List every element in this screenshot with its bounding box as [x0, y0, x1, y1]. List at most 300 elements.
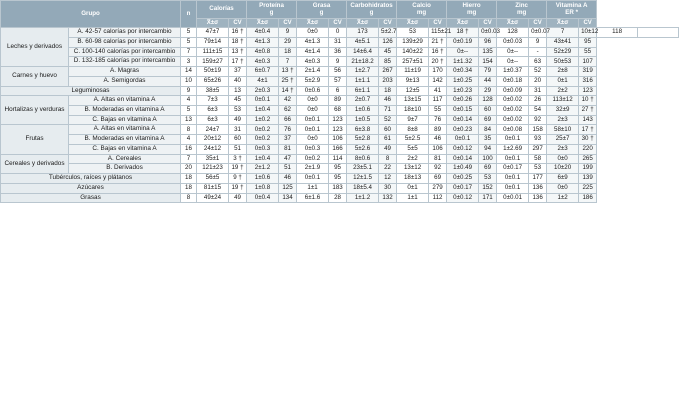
cell-cv: 60: [479, 106, 497, 116]
cell-cv: 3 †: [229, 154, 247, 164]
cell-mean-sd: 6±3.8: [347, 125, 379, 135]
cell-mean-sd: 0±0.08: [497, 125, 529, 135]
table-body: [1, 28, 679, 203]
cell-mean-sd: 23±5.1: [347, 164, 379, 174]
cell-cv: 106: [329, 135, 347, 145]
cell-mean-sd: 140±22: [397, 47, 429, 57]
table-row: [1, 106, 679, 116]
cell-mean-sd: 0±0.18: [497, 76, 529, 86]
cell-cv: 31: [229, 125, 247, 135]
table-row: [1, 154, 679, 164]
cell-mean-sd: 6±3: [197, 106, 229, 116]
cell-cv: 123: [329, 125, 347, 135]
cell-cv: 54: [529, 106, 547, 116]
cell-cv: 171: [479, 193, 497, 203]
header-zinc: [497, 1, 547, 19]
table-row: [1, 144, 679, 154]
header-vitamina-a-name: Vitamina A: [555, 2, 588, 9]
cell-mean-sd: 1±1.32: [447, 57, 479, 67]
cell-cv: 68: [329, 106, 347, 116]
header-stat-grasa: X̄±σ: [297, 19, 329, 28]
cell-cv: 135: [479, 47, 497, 57]
cell-cv: 139: [579, 174, 597, 184]
cell-cv: 199: [579, 164, 597, 174]
cell-cv: 170: [429, 67, 447, 77]
cell-mean-sd: 257±51: [397, 57, 429, 67]
table-row: [1, 76, 679, 86]
cell-mean-sd: 0±--: [497, 47, 529, 57]
cell-mean-sd: 2±0.3: [247, 86, 279, 96]
cell-cv: 41: [429, 86, 447, 96]
header-proteina: [247, 1, 297, 19]
row-n: 5: [181, 28, 197, 38]
header-calcio-name: Calcio: [412, 2, 431, 9]
row-subgroup-label: A. Magras: [69, 67, 181, 77]
table-row: [1, 174, 679, 184]
cell-mean-sd: 0±0.02: [497, 115, 529, 125]
cell-mean-sd: 4±0.8: [247, 47, 279, 57]
cell-mean-sd: 8±8: [397, 125, 429, 135]
cell-cv: 85: [379, 57, 397, 67]
cell-cv: 117: [429, 96, 447, 106]
cell-mean-sd: 1±1.1: [347, 76, 379, 86]
row-subgroup-label: D. 132-185 calorías por intercambio: [69, 57, 181, 67]
cell-mean-sd: 0±1: [547, 76, 579, 86]
table-row: [1, 135, 679, 145]
row-n: 13: [181, 115, 197, 125]
header-calorias: [197, 1, 247, 19]
cell-mean-sd: 0±0.25: [447, 174, 479, 184]
cell-mean-sd: 6±9: [547, 174, 579, 184]
cell-cv: 51: [229, 144, 247, 154]
table-row: [1, 57, 679, 67]
cell-cv: 21 †: [429, 38, 447, 48]
cell-cv: 89: [429, 125, 447, 135]
cell-cv: 8: [379, 154, 397, 164]
row-n: 18: [181, 174, 197, 184]
cell-mean-sd: 5±2.8: [347, 135, 379, 145]
cell-cv: 16 †: [429, 47, 447, 57]
cell-mean-sd: 24±7: [197, 125, 229, 135]
row-n: 5: [181, 38, 197, 48]
cell-mean-sd: 6±0.7: [247, 67, 279, 77]
cell-cv: 42: [279, 96, 297, 106]
cell-mean-sd: 18 †: [447, 28, 479, 38]
header-zinc-name: Zinc: [515, 2, 528, 9]
cell-mean-sd: 0±0.2: [247, 125, 279, 135]
header-cv-proteina: CV: [279, 19, 297, 28]
cell-mean-sd: 6±3: [197, 115, 229, 125]
cell-cv: 9: [329, 57, 347, 67]
cell-cv: 17 †: [229, 57, 247, 67]
table-row: [1, 47, 679, 57]
cell-mean-sd: 81±15: [197, 183, 229, 193]
cell-cv: 46: [379, 96, 397, 106]
cell-mean-sd: 0±0: [297, 135, 329, 145]
cell-cv: 18: [279, 47, 297, 57]
cell-mean-sd: 1±0.6: [247, 174, 279, 184]
cell-cv: 52: [379, 115, 397, 125]
row-n: 4: [181, 96, 197, 106]
header-vitamina-a: [547, 1, 597, 19]
cell-mean-sd: 0±0.34: [447, 67, 479, 77]
cell-cv: 61: [379, 135, 397, 145]
header-cv-zinc: CV: [529, 19, 547, 28]
cell-mean-sd: 4±1: [247, 76, 279, 86]
cell-cv: 45: [229, 96, 247, 106]
cell-cv: 9: [279, 28, 297, 38]
header-carbohidratos-unit: g: [369, 8, 374, 16]
cell-cv: 220: [579, 144, 597, 154]
cell-cv: 27 †: [579, 106, 597, 116]
cell-mean-sd: 1±2.69: [497, 144, 529, 154]
cell-cv: [638, 28, 679, 38]
cell-cv: 128: [479, 96, 497, 106]
cell-cv: 125: [279, 183, 297, 193]
cell-mean-sd: 10±20: [547, 164, 579, 174]
cell-mean-sd: 0±0.3: [297, 144, 329, 154]
cell-cv: 55: [429, 106, 447, 116]
cell-cv: 76: [279, 125, 297, 135]
cell-mean-sd: 0±0: [547, 154, 579, 164]
cell-cv: 319: [579, 67, 597, 77]
cell-mean-sd: 0±0.17: [497, 164, 529, 174]
cell-cv: 203: [379, 76, 397, 86]
header-grasa-unit: g: [319, 8, 324, 16]
cell-cv: 96: [479, 38, 497, 48]
cell-mean-sd: 0±0.09: [497, 86, 529, 96]
cell-cv: 10 †: [579, 96, 597, 106]
cell-cv: 316: [579, 76, 597, 86]
cell-mean-sd: 0±1: [397, 183, 429, 193]
table-row: [1, 115, 679, 125]
cell-cv: 31: [529, 86, 547, 96]
cell-cv: 47: [279, 154, 297, 164]
header-cv-grasa: CV: [329, 19, 347, 28]
cell-mean-sd: 2±2: [397, 154, 429, 164]
cell-mean-sd: 0±0.1: [247, 96, 279, 106]
cell-cv: 30 †: [579, 135, 597, 145]
cell-cv: 57: [329, 76, 347, 86]
cell-mean-sd: 4±0.3: [297, 57, 329, 67]
cell-mean-sd: 18±5.4: [347, 183, 379, 193]
cell-cv: 106: [429, 144, 447, 154]
row-n: 9: [181, 86, 197, 96]
table-row: [1, 193, 679, 203]
cell-mean-sd: 50±19: [197, 67, 229, 77]
row-group-label: Azúcares: [1, 183, 181, 193]
cell-mean-sd: 2±8: [547, 67, 579, 77]
cell-mean-sd: 0±--: [497, 57, 529, 67]
cell-cv: 20: [529, 76, 547, 86]
row-n: 20: [181, 164, 197, 174]
cell-cv: 45: [379, 47, 397, 57]
cell-cv: 123: [579, 86, 597, 96]
cell-cv: 46: [429, 135, 447, 145]
header-hierro-name: Hierro: [462, 2, 481, 9]
cell-mean-sd: 0±0.02: [497, 106, 529, 116]
cell-mean-sd: 0±0.19: [447, 38, 479, 48]
cell-mean-sd: 8±0.6: [347, 154, 379, 164]
cell-cv: 114: [329, 154, 347, 164]
header-zinc-unit: mg: [516, 8, 527, 16]
cell-cv: 265: [579, 154, 597, 164]
cell-cv: 28: [329, 193, 347, 203]
cell-mean-sd: 21±18.2: [347, 57, 379, 67]
header-calorias-name: Calorías: [209, 5, 234, 13]
cell-mean-sd: 0±0.03: [497, 38, 529, 48]
row-n: 3: [181, 57, 197, 67]
cell-cv: 10±12: [579, 28, 597, 38]
header-vitamina-a-unit: ER *: [565, 8, 578, 16]
cell-cv: 177: [529, 174, 547, 184]
cell-mean-sd: 4±5.1: [347, 38, 379, 48]
cell-cv: 0±0.07: [529, 28, 547, 38]
cell-cv: 49: [379, 144, 397, 154]
cell-cv: 22: [379, 164, 397, 174]
cell-cv: 225: [579, 183, 597, 193]
cell-mean-sd: 50±53: [547, 57, 579, 67]
header-hierro: [447, 1, 497, 19]
cell-mean-sd: 49±24: [197, 193, 229, 203]
row-subgroup-label: C. Bajas en vitamina A: [69, 144, 181, 154]
cell-mean-sd: 4±0.4: [247, 28, 279, 38]
cell-cv: 95: [329, 174, 347, 184]
cell-mean-sd: 139±29: [397, 38, 429, 48]
row-n: 7: [181, 154, 197, 164]
header-n: n: [181, 1, 197, 28]
cell-cv: 166: [329, 144, 347, 154]
cell-cv: 18 †: [229, 38, 247, 48]
cell-cv: 81: [429, 154, 447, 164]
cell-mean-sd: 6±1.1: [347, 86, 379, 96]
row-subgroup-label: A. Altas en vitamina A: [69, 96, 181, 106]
cell-cv: 126: [379, 38, 397, 48]
cell-mean-sd: 1±0.6: [347, 106, 379, 116]
cell-mean-sd: 0±0.17: [447, 183, 479, 193]
cell-mean-sd: 0±0: [547, 183, 579, 193]
cell-mean-sd: 0±0.14: [447, 115, 479, 125]
cell-mean-sd: 1±0.8: [247, 183, 279, 193]
cell-mean-sd: 1±1: [397, 193, 429, 203]
cell-mean-sd: 2±3: [547, 115, 579, 125]
cell-cv: 53: [229, 106, 247, 116]
cell-mean-sd: 173: [347, 28, 379, 38]
header-stat-proteina: X̄±σ: [247, 19, 279, 28]
cell-cv: 132: [379, 193, 397, 203]
header-carbohidratos-name: Carbohidratos: [350, 2, 393, 9]
cell-mean-sd: 0±0.23: [447, 125, 479, 135]
cell-mean-sd: 20±12: [197, 135, 229, 145]
header-cv-calcio: CV: [429, 19, 447, 28]
cell-cv: 107: [579, 57, 597, 67]
cell-cv: 60: [379, 125, 397, 135]
cell-cv: 25 †: [279, 76, 297, 86]
cell-mean-sd: 2±3: [547, 144, 579, 154]
header-stat-calcio: X̄±σ: [397, 19, 429, 28]
header-cv-calorias: CV: [229, 19, 247, 28]
cell-mean-sd: 65±26: [197, 76, 229, 86]
cell-cv: 26: [529, 96, 547, 106]
cell-mean-sd: 56±5: [197, 174, 229, 184]
cell-cv: 100: [479, 154, 497, 164]
row-n: 14: [181, 67, 197, 77]
cell-mean-sd: 1±0.23: [447, 86, 479, 96]
cell-mean-sd: 9±13: [397, 76, 429, 86]
cell-cv: 93: [529, 135, 547, 145]
cell-cv: 92: [529, 115, 547, 125]
cell-cv: 29: [279, 38, 297, 48]
cell-cv: 9 †: [229, 174, 247, 184]
cell-mean-sd: 9±7: [397, 115, 429, 125]
cell-mean-sd: 128: [497, 28, 529, 38]
cell-mean-sd: 25±7: [547, 135, 579, 145]
table-row: [1, 164, 679, 174]
header-proteina-unit: g: [269, 8, 274, 16]
header-grasa-name: Grasa: [312, 2, 331, 9]
cell-cv: 46: [279, 174, 297, 184]
row-n: 4: [181, 135, 197, 145]
header-stat-calorias: X̄±σ: [197, 19, 229, 28]
cell-cv: 0: [329, 28, 347, 38]
cell-cv: 89: [329, 96, 347, 106]
cell-cv: 16 †: [229, 28, 247, 38]
cell-cv: 152: [479, 183, 497, 193]
cell-cv: 136: [529, 183, 547, 193]
cell-cv: 94: [479, 144, 497, 154]
header-calcio: [397, 1, 447, 19]
cell-mean-sd: 79±14: [197, 38, 229, 48]
cell-cv: 14 †: [279, 86, 297, 96]
cell-cv: 12: [379, 174, 397, 184]
cell-cv: 84: [479, 125, 497, 135]
row-subgroup-label: B. 60-98 calorías por intercambio: [69, 38, 181, 48]
row-n: 10: [181, 76, 197, 86]
cell-cv: 13 †: [229, 47, 247, 57]
cell-cv: 49: [229, 115, 247, 125]
cell-mean-sd: 18±10: [397, 106, 429, 116]
table-row: [1, 38, 679, 48]
cell-mean-sd: 12±5: [397, 86, 429, 96]
row-n: 8: [181, 193, 197, 203]
cell-mean-sd: 113±12: [547, 96, 579, 106]
cell-mean-sd: 11±19: [397, 67, 429, 77]
row-subgroup-label: C. Bajas en vitamina A: [69, 115, 181, 125]
row-group-label: Carnes y huevo: [1, 67, 69, 86]
cell-mean-sd: 47±7: [197, 28, 229, 38]
cell-cv: 69: [479, 164, 497, 174]
row-n: 16: [181, 144, 197, 154]
cell-mean-sd: 1±2: [547, 193, 579, 203]
cell-mean-sd: 4±0.3: [247, 57, 279, 67]
row-subgroup-label: A. Semigordas: [69, 76, 181, 86]
cell-mean-sd: 5±2.9: [297, 76, 329, 86]
cell-cv: 142: [429, 76, 447, 86]
cell-mean-sd: 6±1.6: [297, 193, 329, 203]
table-row: [1, 96, 679, 106]
cell-cv: 136: [529, 193, 547, 203]
cell-mean-sd: 35±1: [197, 154, 229, 164]
cell-cv: 60: [229, 135, 247, 145]
cell-cv: 5±2.7: [379, 28, 397, 38]
cell-mean-sd: 5±2.6: [347, 144, 379, 154]
cell-mean-sd: 118: [597, 28, 638, 38]
cell-cv: 13: [229, 86, 247, 96]
cell-mean-sd: 52±29: [547, 47, 579, 57]
cell-mean-sd: 14±6.4: [347, 47, 379, 57]
table-head: [1, 1, 679, 28]
header-stat-hierro: X̄±σ: [447, 19, 479, 28]
row-n: 8: [181, 125, 197, 135]
cell-mean-sd: 121±23: [197, 164, 229, 174]
cell-cv: 37: [279, 135, 297, 145]
cell-cv: 79: [479, 67, 497, 77]
cell-cv: 49: [229, 193, 247, 203]
cell-mean-sd: 111±15: [197, 47, 229, 57]
cell-mean-sd: 1±1: [297, 183, 329, 193]
cell-cv: 69: [479, 115, 497, 125]
cell-cv: 52: [529, 67, 547, 77]
header-calcio-unit: mg: [416, 8, 427, 16]
header-grasa: [297, 1, 347, 19]
table-row: [1, 28, 679, 38]
cell-mean-sd: 0±0: [297, 96, 329, 106]
cell-mean-sd: 0±0.1: [497, 135, 529, 145]
cell-mean-sd: 0±0.02: [497, 96, 529, 106]
cell-cv: 44: [479, 76, 497, 86]
row-group-label: Hortalizas y verduras: [1, 96, 69, 125]
cell-mean-sd: 0±0.14: [447, 154, 479, 164]
cell-cv: 186: [579, 193, 597, 203]
cell-mean-sd: 2±1.9: [297, 164, 329, 174]
cell-mean-sd: 0±0.1: [297, 115, 329, 125]
cell-cv: 63: [529, 57, 547, 67]
cell-mean-sd: 0±0.1: [297, 125, 329, 135]
cell-mean-sd: 1±0.4: [247, 154, 279, 164]
cell-cv: 279: [429, 183, 447, 193]
cell-cv: 19 †: [229, 183, 247, 193]
cell-mean-sd: 4±1.3: [297, 38, 329, 48]
cell-mean-sd: 4±1.4: [297, 47, 329, 57]
cell-mean-sd: 24±12: [197, 144, 229, 154]
cell-mean-sd: 0±0.4: [247, 193, 279, 203]
cell-cv: 53: [479, 174, 497, 184]
row-subgroup-label: C. 100-140 calorías por intercambio: [69, 47, 181, 57]
cell-mean-sd: 43±41: [547, 38, 579, 48]
cell-cv: 115±21: [429, 28, 447, 38]
table-row: [1, 125, 679, 135]
cell-mean-sd: 0±0.01: [497, 193, 529, 203]
cell-cv: 62: [279, 106, 297, 116]
row-n: 5: [181, 106, 197, 116]
header-cv-vitamina-a: CV: [579, 19, 597, 28]
header-stat-vitamina-a: X̄±σ: [547, 19, 579, 28]
cell-mean-sd: 0±0.26: [447, 96, 479, 106]
cell-mean-sd: 0±0.1: [497, 154, 529, 164]
cell-cv: 40: [229, 76, 247, 86]
row-group-label: Grasas: [1, 193, 181, 203]
cell-mean-sd: 53: [397, 28, 429, 38]
cell-mean-sd: 0±0: [297, 106, 329, 116]
row-subgroup-label: B. Moderadas en vitamina A: [69, 106, 181, 116]
cell-mean-sd: 2±0.7: [347, 96, 379, 106]
cell-cv: 55: [579, 47, 597, 57]
header-cv-carbohidratos: CV: [379, 19, 397, 28]
cell-cv: 9: [529, 38, 547, 48]
cell-cv: 66: [279, 115, 297, 125]
table-row: [1, 86, 679, 96]
cell-mean-sd: 159±27: [197, 57, 229, 67]
